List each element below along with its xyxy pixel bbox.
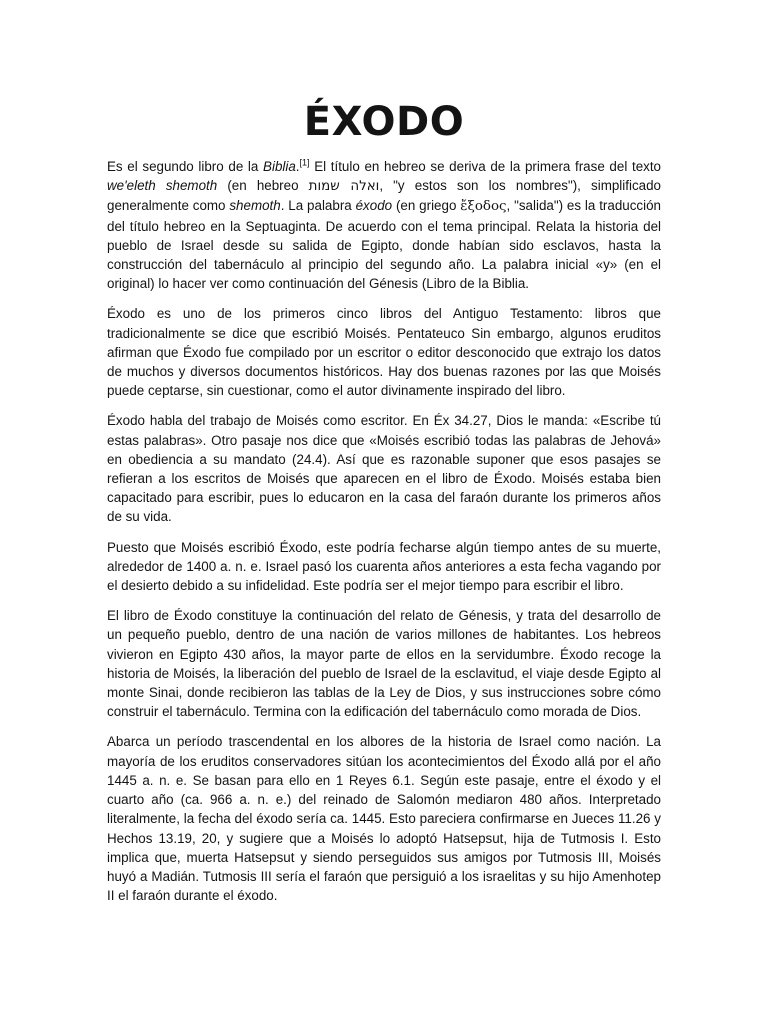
p1-text-3: El título en hebreo se deriva de la primera frase del texto	[309, 159, 661, 174]
p1-text-5: , "y estos son los nombres"), simplificado generalmente como	[107, 178, 661, 214]
footnote-ref-1[interactable]: [1]	[299, 157, 310, 168]
p1-text-2: .	[295, 159, 300, 174]
paragraph-6: Abarca un período trascendental en los albores de la historia de Israel como nación. La mayoría de los eruditos conservadores sitúan los acontecimientos del Éxodo allá por el año 1445 a. n. e. Se basan para ello en 1 Reyes 6.1. Según este pasaje, entre el éxodo y el cuarto año (ca. 966 a. n. e.) del reinado de Salomón mediaron 480 años. Interpretado literalmente, la fecha del éxodo sería ca. 1445. Esto pareciera confirmarse en Jueces 11.26 y Hechos 13.19, 20, y sugiere que a Moisés lo adoptó Hatsepsut, hija de Tutmosis I. Esto implica que, muerta Hatsepsut y siendo perseguidos sus amigos por Tutmosis III, Moisés huyó a Madián. Tutmosis III sería el faraón que persiguió a los israelitas y su hijo Amenhotep II el faraón durante el éxodo.	[107, 734, 661, 904]
paragraph-3: Éxodo habla del trabajo de Moisés como escritor. En Éx 34.27, Dios le manda: «Escribe tú estas palabras». Otro pasaje nos dice que «Moisés escribió todas las palabras de Jehová» en obediencia a su mandato (24.4). Así que es razonable suponer que esos pasajes se refieran a los escritos de Moisés que aparecen en el libro de Éxodo. Moisés estaba bien capacitado para escribir, pues lo educaron en la casa del faraón durante los primeros años de su vida.	[107, 413, 661, 525]
p1-text-7: (en griego	[392, 198, 461, 214]
p1-greek-text: ἔξοδος	[460, 199, 507, 215]
p1-text-8: , "salida") es la traducción del título hebreo en la Septuaginta. De acuerdo con el tema principal. Relata la historia del pueblo de Israel desde su salida de Egipto, donde habían sido esclavos, hasta la construcción del tabernáculo al principio del segundo año. La palabra inicial «y» (en el original) lo hacer ver como continuación del Génesis (Libro de la Biblia.	[107, 198, 661, 292]
p1-text-6: . La palabra	[280, 198, 356, 214]
paragraph-1	[107, 157, 661, 293]
p1-weeleth: we'eleth shemoth	[107, 178, 218, 194]
paragraph-2: Éxodo es uno de los primeros cinco libros del Antiguo Testamento: libros que tradicionalmente se dice que escribió Moisés. Pentateuco Sin embargo, algunos eruditos afirman que Éxodo fue compilado por un escritor o editor desconocido que extrajo los datos de muchos y diversos documentos históricos. Hay dos buenas razones por las que Moisés puede ceptarse, sin cuestionar, como el autor divinamente inspirado del libro.	[107, 306, 661, 399]
p1-biblia-link[interactable]: Biblia	[263, 159, 296, 174]
p1-text-4: (en hebreo	[217, 178, 309, 194]
paragraph-5: El libro de Éxodo constituye la continuación del relato de Génesis, y trata del desarrollo de un pequeño pueblo, dentro de una nación de varios millones de habitantes. Los hebreos vivieron en Egipto 430 años, la mayor parte de ellos en la servidumbre. Éxodo recoge la historia de Moisés, la liberación del pueblo de Israel de la esclavitud, el viaje desde Egipto al monte Sinai, donde recibieron las tablas de la Ley de Dios, y sus instrucciones sobre cómo construir el tabernáculo. Termina con la edificación del tabernáculo como morada de Dios.	[107, 608, 661, 720]
p1-shemoth: shemoth	[229, 198, 281, 214]
document-title: ÉXODO	[303, 99, 465, 145]
p1-hebrew-text: ואלה שמות	[308, 179, 380, 195]
p1-text-1: Es el segundo libro de la	[107, 159, 264, 174]
paragraph-4: Puesto que Moisés escribió Éxodo, este podría fecharse algún tiempo antes de su muerte, alrededor de 1400 a. n. e. Israel pasó los cuarenta años anteriores a esta fecha vagando por el desierto debido a su infidelidad. Este podría ser el mejor tiempo para escribir el libro.	[107, 539, 661, 594]
p1-exodo: éxodo	[355, 198, 393, 214]
